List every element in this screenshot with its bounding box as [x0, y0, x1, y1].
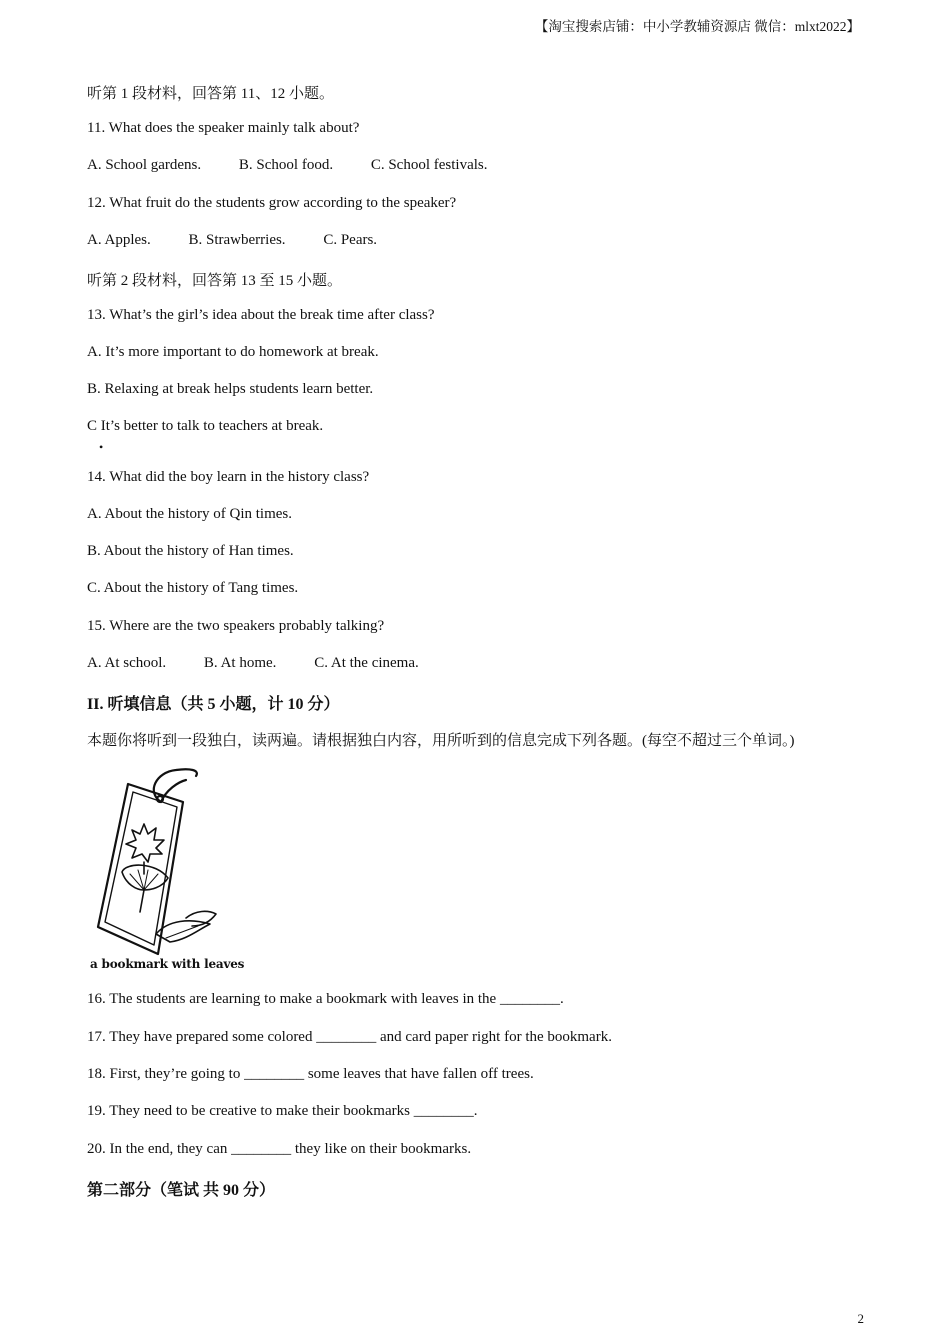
- option-a: A. About the history of Qin times.: [87, 506, 292, 522]
- option-a: A. It’s more important to do homework at break.: [87, 344, 379, 360]
- question-12-options: [87, 232, 377, 249]
- question-18: 18. First, they’re going to ________ some leaves that have fallen off trees.: [87, 1066, 534, 1082]
- part-2-title: 第二部分（笔试 共 90 分）: [87, 1182, 276, 1199]
- question-17: 17. They have prepared some colored ________ and card paper right for the bookmark.: [87, 1029, 612, 1045]
- question-15-options: [87, 655, 419, 672]
- question-20: 20. In the end, they can ________ they like on their bookmarks.: [87, 1141, 472, 1157]
- question-13: 13. What’s the girl’s idea about the break time after class?: [87, 307, 435, 323]
- question-15: 15. Where are the two speakers probably talking?: [87, 618, 385, 634]
- option-c: C It’s better to talk to teachers at break.: [87, 418, 324, 434]
- option-b: B. School food.: [238, 157, 334, 173]
- option-c: C. At the cinema.: [314, 655, 419, 671]
- page-header: 【淘宝搜索店铺：中小学教辅资源店 微信：mlxt2022】: [534, 19, 860, 34]
- section-2-title: II. 听填信息（共 5 小题，计 10 分）: [87, 696, 340, 713]
- question-12: 12. What fruit do the students grow according to the speaker?: [87, 195, 457, 211]
- question-11-options: [87, 157, 488, 174]
- section-intro-1: 听第 1 段材料，回答第 11、12 小题。: [87, 86, 334, 102]
- section-intro-2: 听第 2 段材料，回答第 13 至 15 小题。: [87, 273, 343, 289]
- option-c: C. Pears.: [323, 232, 378, 248]
- question-14: 14. What did the boy learn in the history class?: [87, 469, 370, 485]
- bookmark-illustration: [86, 762, 236, 977]
- option-b: B. About the history of Han times.: [87, 543, 294, 559]
- option-a: A. At school.: [87, 655, 167, 671]
- option-b: B. At home.: [203, 655, 277, 671]
- option-a: A. School gardens.: [87, 157, 202, 173]
- section-2-instruction: 本题你将听到一段独白，读两遍。请根据独白内容，用所听到的信息完成下列各题。(每空不超过三个单词。): [87, 733, 795, 749]
- option-b: B. Relaxing at break helps students learn better.: [87, 381, 374, 397]
- question-16: 16. The students are learning to make a bookmark with leaves in the ________.: [87, 991, 564, 1007]
- option-c: C. About the history of Tang times.: [87, 580, 299, 596]
- question-19: 19. They need to be creative to make their bookmarks ________.: [87, 1103, 478, 1119]
- question-11: 11. What does the speaker mainly talk about?: [87, 120, 360, 136]
- option-c: C. School festivals.: [370, 157, 488, 173]
- page-number: 2: [857, 1311, 864, 1326]
- option-a: A. Apples.: [87, 232, 151, 248]
- image-caption: a bookmark with leaves: [90, 957, 245, 971]
- stray-dot: •: [99, 440, 104, 454]
- option-b: B. Strawberries.: [188, 232, 286, 248]
